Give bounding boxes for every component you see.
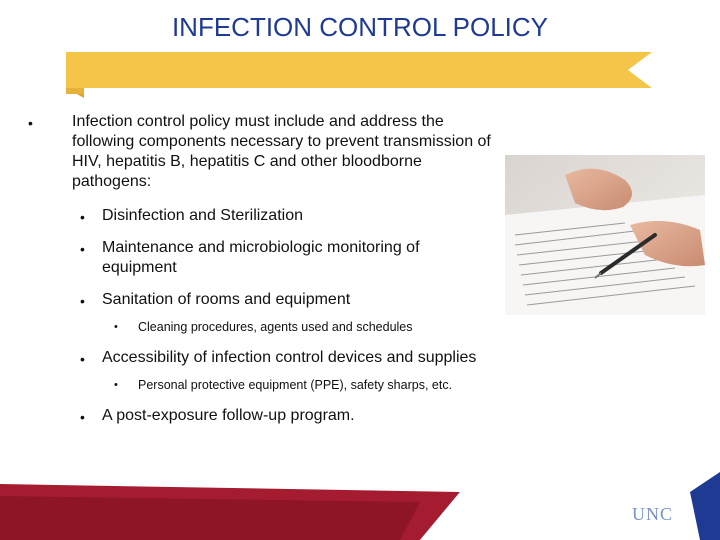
bullet-list — [28, 112, 498, 426]
footer-band — [0, 462, 720, 540]
subitem-cleaning: Cleaning procedures, agents used and schedules — [138, 320, 413, 334]
list-item — [28, 376, 498, 394]
bullet-marker: • — [80, 351, 85, 367]
list-item — [28, 318, 498, 336]
list-item — [28, 112, 498, 192]
bullet-marker: • — [28, 115, 33, 131]
item-sanitation: Sanitation of rooms and equipment — [102, 291, 351, 308]
list-item — [28, 406, 498, 426]
subitem-ppe: Personal protective equipment (PPE), safety sharps, etc. — [138, 378, 453, 392]
list-item — [28, 238, 498, 278]
item-maintenance: Maintenance and microbiologic monitoring of equipment — [102, 239, 420, 276]
item-post-exposure: A post-exposure follow-up program. — [102, 407, 355, 424]
list-item — [28, 290, 498, 310]
logo-icon: UNC — [632, 504, 674, 524]
bullet-marker: • — [80, 293, 85, 309]
bullet-marker: • — [80, 209, 85, 225]
bullet-marker: • — [114, 379, 118, 391]
writing-hand-photo-icon — [505, 155, 705, 315]
bullet-marker: • — [80, 241, 85, 257]
item-accessibility: Accessibility of infection control devices and supplies — [102, 349, 477, 366]
slide-title: INFECTION CONTROL POLICY — [171, 12, 549, 42]
item-disinfection: Disinfection and Sterilization — [102, 207, 303, 224]
title-ribbon — [0, 40, 720, 100]
bullet-marker: • — [80, 409, 85, 425]
list-item — [28, 206, 498, 226]
intro-text: Infection control policy must include and address the following components necessary to prevent transmission of HIV, hepatitis B, hepatitis C and other bloodborne pathogens: — [72, 113, 491, 190]
bullet-marker: • — [114, 321, 118, 333]
list-item — [28, 348, 498, 368]
